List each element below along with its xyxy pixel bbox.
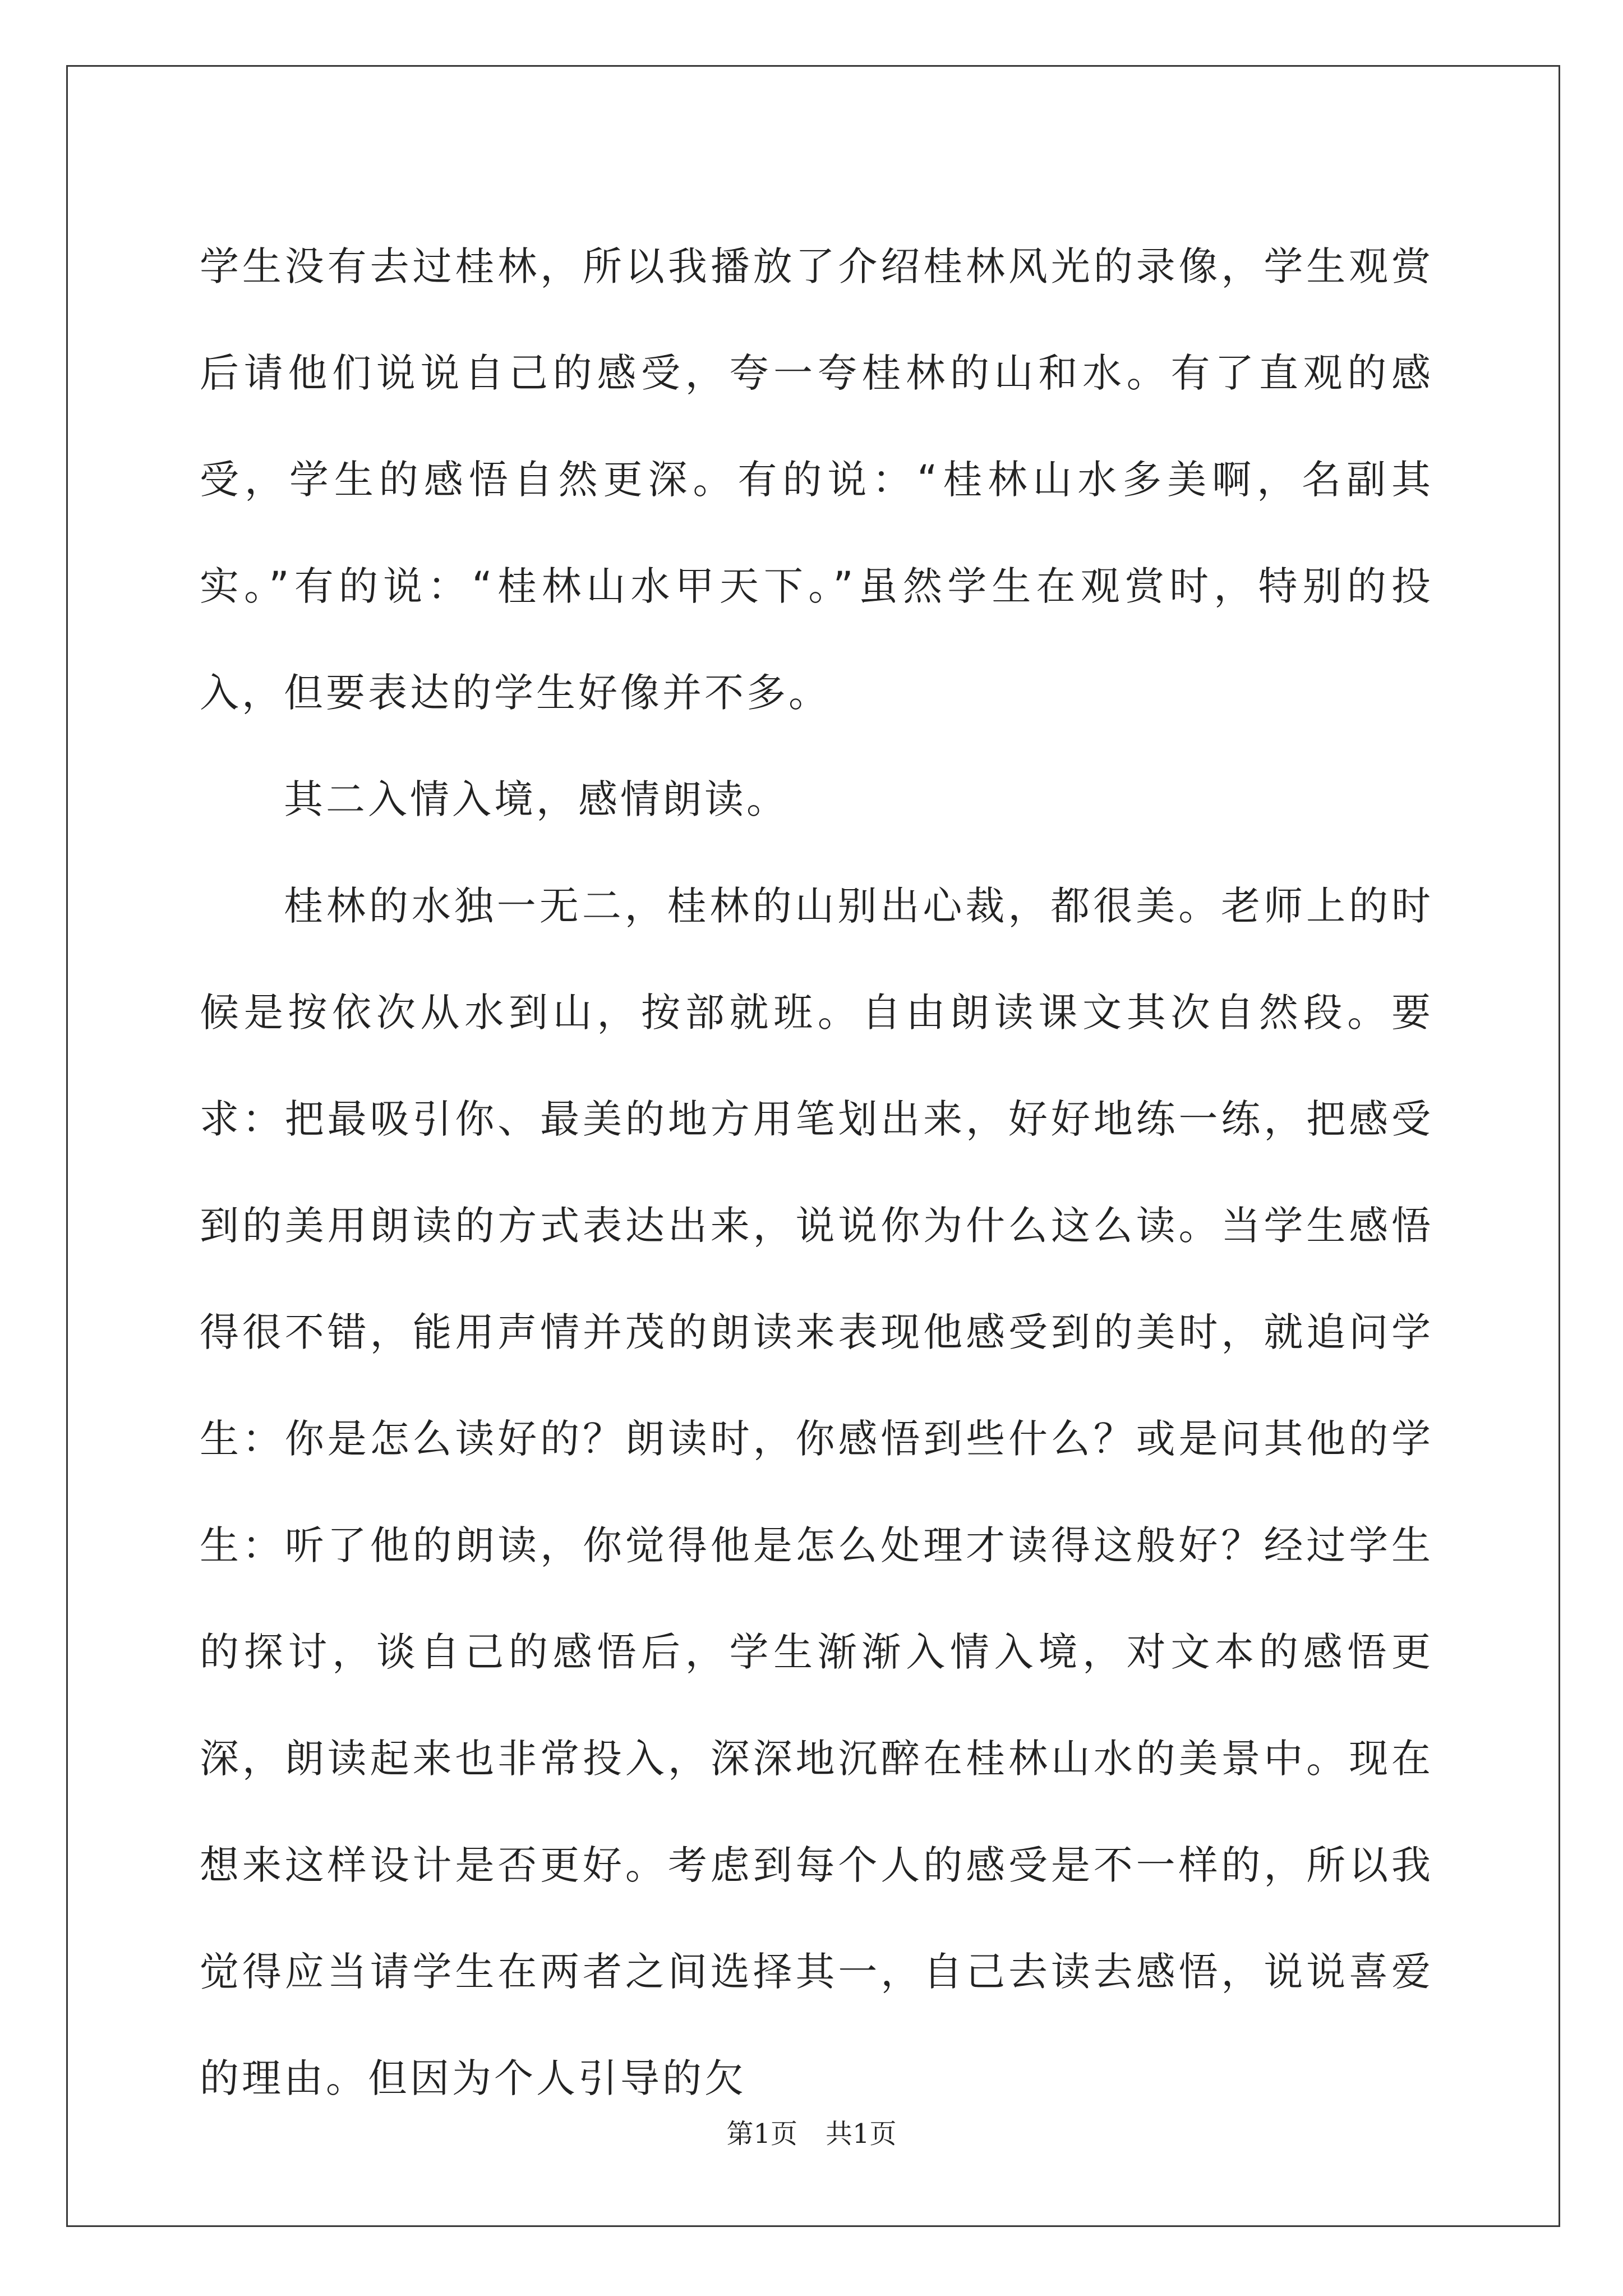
page-number: 第1页 (726, 2118, 797, 2150)
paragraph-2: 其二入情入境，感情朗读。 (284, 776, 789, 822)
page-footer (0, 2112, 1623, 2151)
total-pages: 共1页 (826, 2118, 897, 2150)
document-body (200, 213, 1433, 2132)
paragraph-3: 桂林的水独一无二，桂林的山别出心裁，都很美。老师上的时候是按依次从水到山，按部就班。自由朗读课文其次自然段。要求：把最吸引你、最美的地方用笔划出来，好好地练一练，把感受到的美用朗读的方式表达出来，说说你为什么这么读。当学生感悟得很不错，能用声情并茂的朗读来表现他感受到的美时，就追问学生：你是怎么读好的？朗读时，你感悟到些什么？或是问其他的学生：听了他的朗读，你觉得他是怎么处理才读得这般好？经过学生的探讨，谈自己的感悟后，学生渐渐入情入境，对文本的感悟更深，朗读起来也非常投入，深深地沉醉在桂林山水的美景中。现在想来这样设计是否更好。考虑到每个人的感受是不一样的，所以我觉得应当请学生在两者之间选择其一，自己去读去感悟，说说喜爱的理由。但因为个人引导的欠 (200, 883, 1433, 2101)
paragraph-1: 学生没有去过桂林，所以我播放了介绍桂林风光的录像，学生观赏后请他们说说自己的感受，夸一夸桂林的山和水。有了直观的感受，学生的感悟自然更深。有的说：“桂林山水多美啊，名副其实。”有的说：“桂林山水甲天下。”虽然学生在观赏时，特别的投入，但要表达的学生好像并不多。 (200, 243, 1433, 716)
